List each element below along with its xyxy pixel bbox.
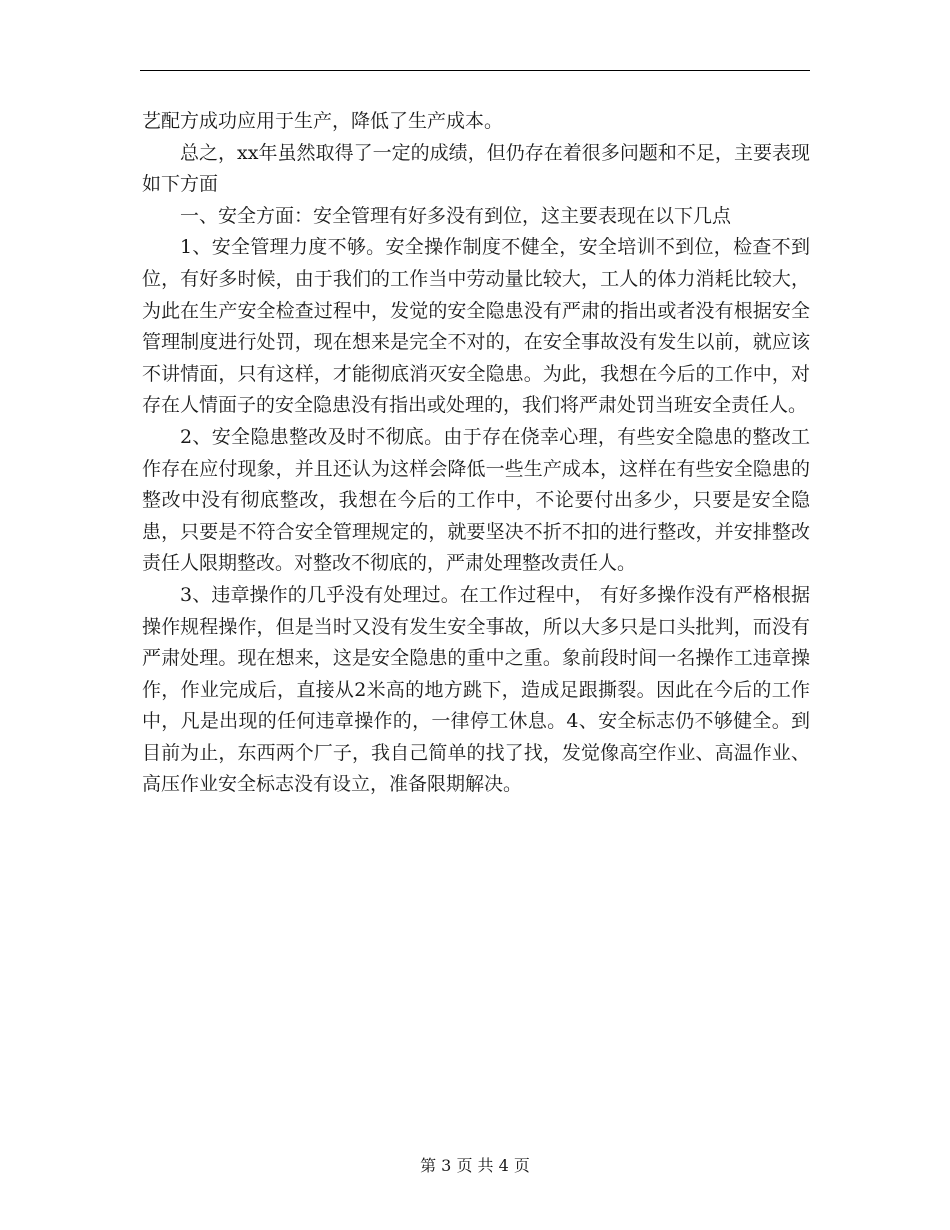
paragraph-continuation: 艺配方成功应用于生产，降低了生产成本。 <box>142 110 504 132</box>
paragraph-safety-heading: 一、安全方面：安全管理有好多没有到位，这主要表现在以下几点 <box>180 204 732 227</box>
paragraph-summary: 总之，xx年虽然取得了一定的成绩，但仍存在着很多问题和不足，主要表现如下方面 <box>142 141 810 196</box>
paragraph-point-3: 3、违章操作的几乎没有处理过。在工作过程中， 有好多操作没有严格根据操作规程操作，但是当时又没有发生安全事故，所以大多只是口头批判，而没有严肃处理。现在想来，这是安全隐患的重中之重。象前段时间一名操作工违章操作，作业完成后，直接从2米高的地方跳下，造成足跟撕裂。因此在今后的工作中，凡是出现的任何违章操作的，一律停工休息。4、安全标志仍不够健全。到目前为止，东西两个厂子，我自己简单的找了找，发觉像高空作业、高温作业、高压作业安全标志没有设立，准备限期解决。 <box>142 583 810 796</box>
paragraph-point-1: 1、安全管理力度不够。安全操作制度不健全，安全培训不到位，检查不到位，有好多时候，由于我们的工作当中劳动量比较大，工人的体力消耗比较大，为此在生产安全检查过程中，发觉的安全隐患没有严肃的指出或者没有根据安全管理制度进行处罚，现在想来是完全不对的，在安全事故没有发生以前，就应该不讲情面，只有这样，才能彻底消灭安全隐患。为此，我想在今后的工作中，对存在人情面子的安全隐患没有指出或处理的，我们将严肃处罚当班安全责任人。 <box>142 236 810 417</box>
document-body <box>142 106 810 801</box>
header-rule <box>140 70 810 71</box>
page-footer: 第 3 页 共 4 页 <box>420 1156 530 1175</box>
paragraph-point-2: 2、安全隐患整改及时不彻底。由于存在侥幸心理，有些安全隐患的整改工作存在应付现象，并且还认为这样会降低一些生产成本，这样在有些安全隐患的整改中没有彻底整改，我想在今后的工作中，不论要付出多少，只要是安全隐患，只要是不符合安全管理规定的，就要坚决不折不扣的进行整改，并安排整改责任人限期整改。对整改不彻底的，严肃处理整改责任人。 <box>142 425 810 575</box>
